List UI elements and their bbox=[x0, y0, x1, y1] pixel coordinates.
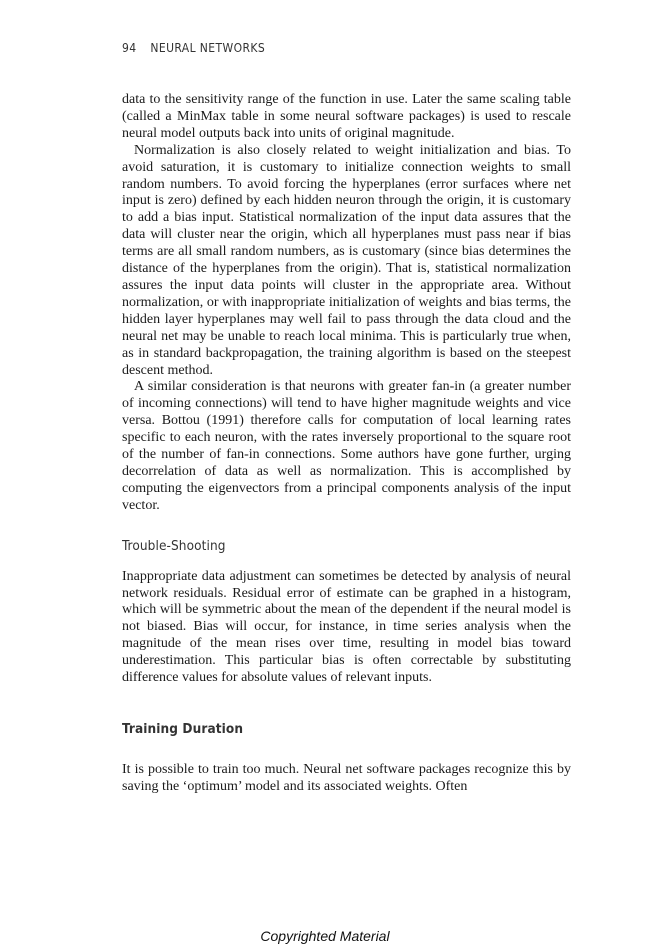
running-title: NEURAL NETWORKS bbox=[150, 41, 266, 55]
paragraph-continued: data to the sensitivity range of the function in use. Later the same scaling table (called a MinMax table in some neural software packages) is used to rescale neural model outputs back into units of original magnitude. bbox=[122, 92, 571, 141]
paragraph-residuals: Inappropriate data adjustment can sometimes be detected by analysis of neural network residuals. Residual error of estimate can be graphed in a histogram, which will be symmetric about the mean of the dependent if the neural model is not biased. Bias will occur, for instance, in time series analysis when the magnitude of the mean rises over time, resulting in model bias toward underestimation. This particular bias is often correctable by substituting difference values for absolute values of relevant inputs. bbox=[122, 568, 571, 686]
page-body bbox=[122, 92, 571, 796]
section-heading-trouble-shooting: Trouble-Shooting bbox=[122, 537, 226, 554]
running-head bbox=[122, 41, 265, 55]
paragraph-normalization: Normalization is also closely related to weight initialization and bias. To avoid saturation, it is customary to initialize connection weights to small random numbers. To avoid forcing the hyperplanes (error surfaces where net input is zero) defined by each hidden neuron through the origin, it is customary to add a bias input. Statistical normalization of the input data assures that the data will cluster near the origin, which all hyperplanes must pass near if bias terms are all small random numbers, as is customary (since bias determines the distance of the hyperplanes from the origin). That is, statistical normalization assures the input data points will cluster in the appropriate area. Without normalization, or with inappropriate initialization of weights and bias terms, the hidden layer hyperplanes may well fail to pass through the data cloud and the neural net may be unable to reach local minima. This is particularly true when, as in standard backpropagation, the training algorithm is based on the steepest descent method. bbox=[122, 142, 571, 378]
paragraph-fan-in: A similar consideration is that neurons with greater fan-in (a greater number of incoming connections) will tend to have higher magnitude weights and vice versa. Bottou (1991) therefore calls for computation of local learning rates specific to each neuron, with the rates inversely proportional to the square root of the number of fan-in connections. Some authors have gone further, urging decorrelation of data as well as normalization. This is accomplished by computing the eigenvectors from a principal components analysis of the input vector. bbox=[122, 379, 571, 513]
copyright-notice: Copyrighted Material bbox=[260, 928, 390, 944]
page-number: 94 bbox=[122, 41, 137, 55]
section-heading-training-duration: Training Duration bbox=[122, 721, 244, 737]
paragraph-train-too-much: It is possible to train too much. Neural net software packages recognize this by saving the ‘optimum’ model and its associated weights. Often bbox=[122, 762, 571, 794]
